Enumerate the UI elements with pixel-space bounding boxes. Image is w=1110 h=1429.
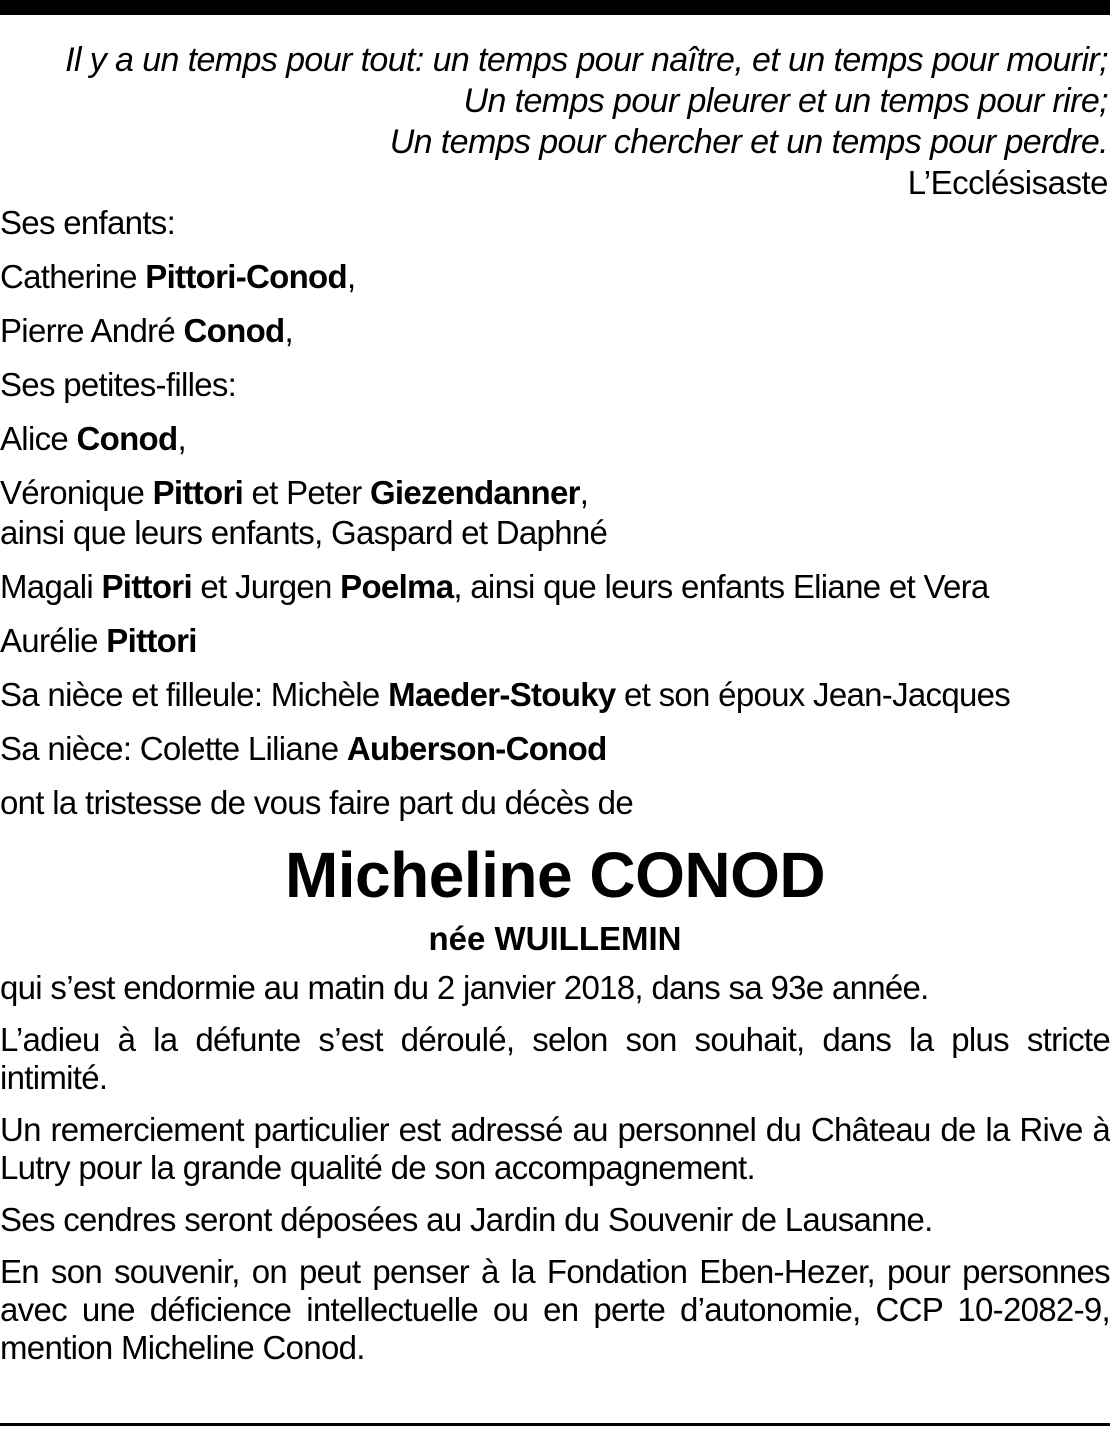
grandchild-3: Magali Pittori et Jurgen Poelma, ainsi que leurs enfants Eliane et Vera	[0, 568, 989, 605]
niece-1: Sa nièce et filleule: Michèle Maeder-Stouky et son époux Jean-Jacques	[0, 676, 1011, 713]
niece-2-surname: Auberson-Conod	[346, 730, 607, 767]
grandchild-2: Véronique Pittori et Peter Giezendanner, ainsi que leurs enfants, Gaspard et Daphné	[0, 473, 1110, 553]
quote-line-1: Il y a un temps pour tout: un temps pour naître, et un temps pour mourir;	[65, 41, 1108, 79]
bottom-rule	[0, 1423, 1110, 1426]
child-2: Pierre André Conod,	[0, 312, 293, 349]
grandchild-3-partner-surname: Poelma	[340, 568, 454, 605]
deceased-name: Micheline CONOD	[284, 839, 826, 911]
announcement: ont la tristesse de vous faire part du décès de	[0, 784, 633, 821]
donation-paragraph: En son souvenir, on peut penser à la Fondation Eben-Hezer, pour personnes avec une déficience intellectuelle ou en perte d’autonomie, CCP 10-2082-9, mention Micheline Conod.	[0, 1253, 1110, 1366]
grandchild-2-surname: Pittori	[152, 474, 244, 511]
quote-line-2: Un temps pour pleurer et un temps pour rire;	[463, 82, 1108, 120]
top-rule	[0, 0, 1110, 15]
quote-attribution: L’Ecclésisaste	[907, 164, 1108, 201]
farewell-paragraph: L’adieu à la défunte s’est déroulé, selon son souhait, dans la plus stricte intimité.	[0, 1021, 1110, 1096]
grandchild-1: Alice Conod,	[0, 420, 186, 457]
ashes-paragraph: Ses cendres seront déposées au Jardin du Souvenir de Lausanne.	[0, 1201, 933, 1238]
grandchild-4: Aurélie Pittori	[0, 622, 197, 659]
child-1-surname: Pittori-Conod	[145, 258, 347, 295]
epigraph	[0, 40, 1110, 203]
notice-content	[0, 40, 1110, 1381]
death-date-paragraph: qui s’est endormie au matin du 2 janvier 2018, dans sa 93e année.	[0, 969, 929, 1006]
grandchild-1-surname: Conod	[76, 420, 178, 457]
grandchild-2-partner-surname: Giezendanner	[369, 474, 580, 511]
niece-1-surname: Maeder-Stouky	[388, 676, 616, 713]
grandchild-3-surname: Pittori	[101, 568, 192, 605]
grandchild-4-surname: Pittori	[106, 622, 197, 659]
child-1: Catherine Pittori-Conod,	[0, 258, 356, 295]
deceased-maiden-name: née WUILLEMIN	[428, 920, 682, 957]
thanks-paragraph: Un remerciement particulier est adressé au personnel du Château de la Rive à Lutry pour la grande qualité de son accompagnement.	[0, 1111, 1110, 1186]
grandchildren-heading: Ses petites-filles:	[0, 366, 237, 403]
children-heading: Ses enfants:	[0, 204, 176, 241]
child-2-surname: Conod	[183, 312, 285, 349]
grandchild-2-children: ainsi que leurs enfants, Gaspard et Daphné	[0, 514, 608, 551]
quote-line-3: Un temps pour chercher et un temps pour perdre.	[389, 123, 1108, 161]
niece-2: Sa nièce: Colette Liliane Auberson-Conod	[0, 730, 607, 767]
